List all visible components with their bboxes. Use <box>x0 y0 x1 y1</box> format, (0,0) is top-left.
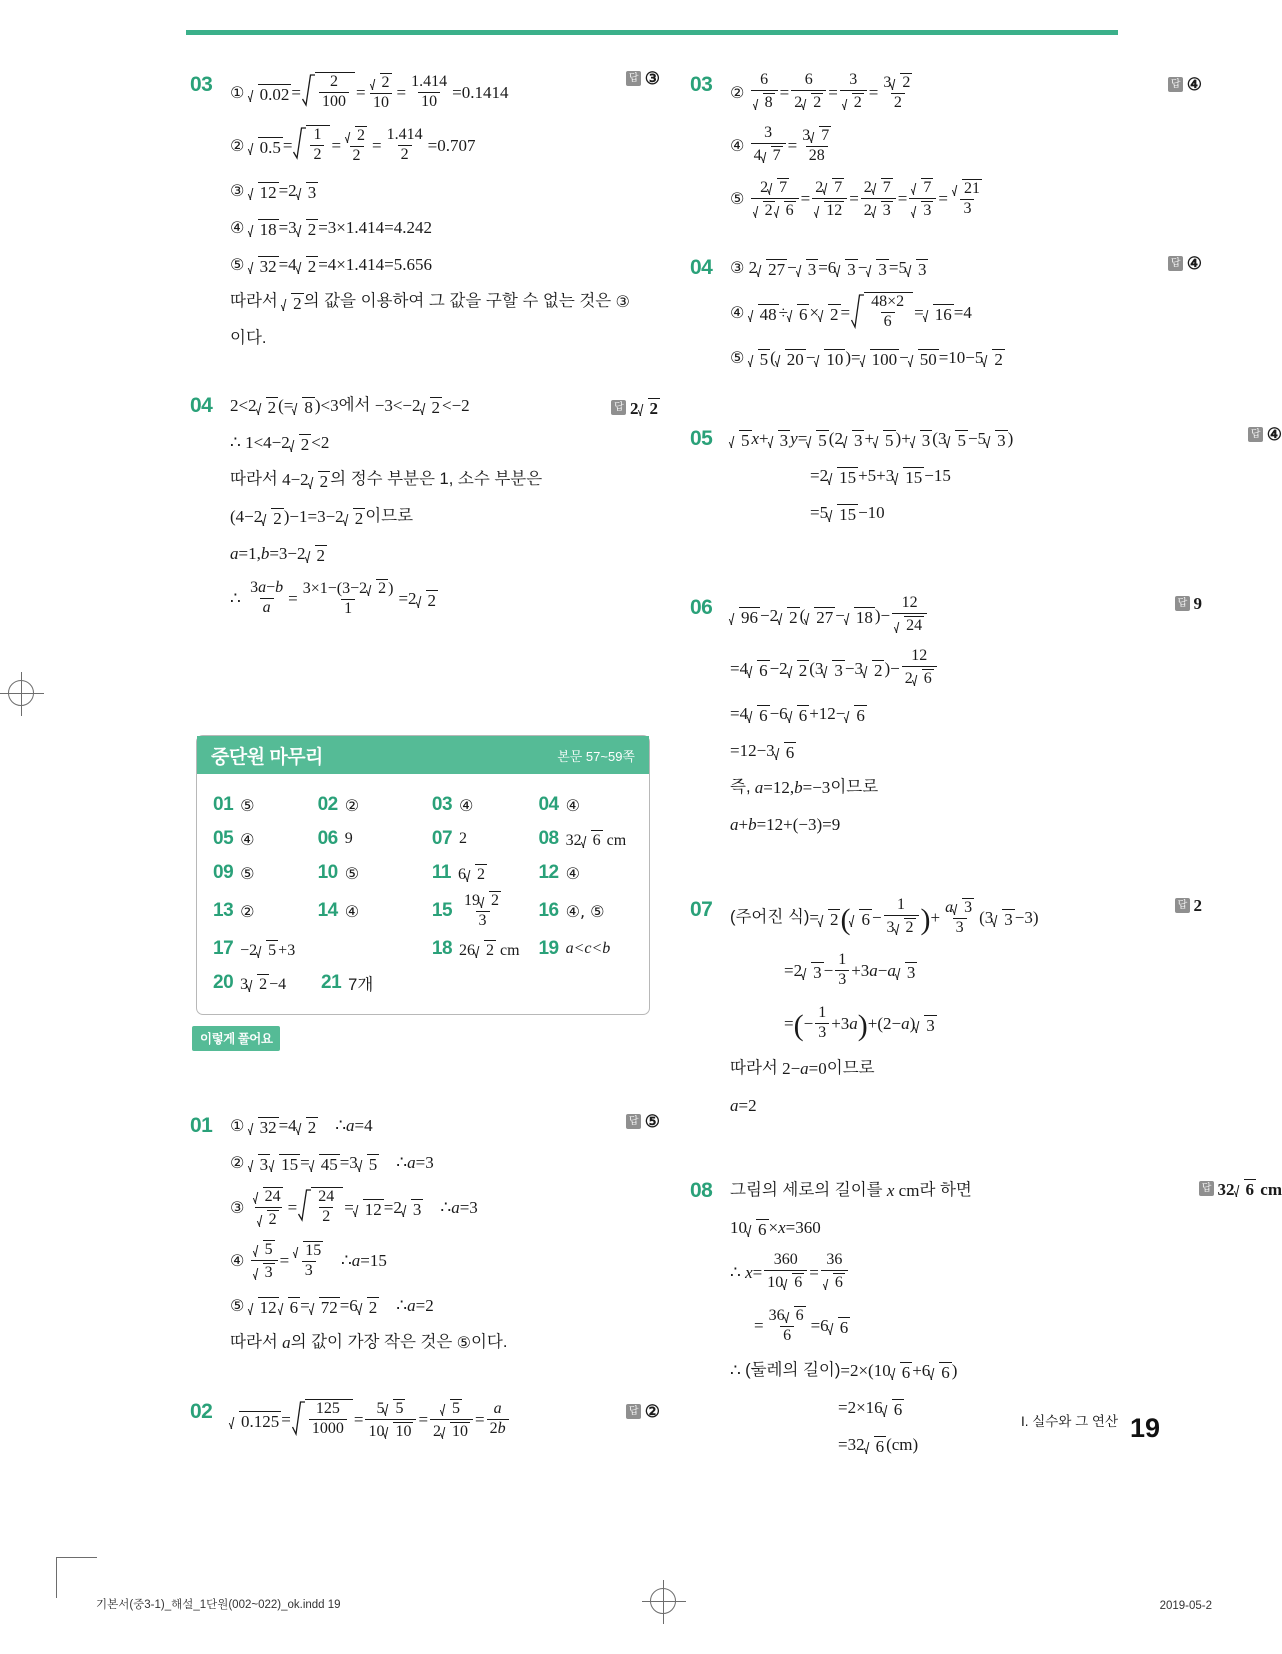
registration-mark-left <box>0 672 44 716</box>
answer-item-value: ④ <box>240 829 255 849</box>
problem-solution <box>230 70 660 361</box>
answer-row <box>213 966 645 1000</box>
answer-cell <box>432 891 539 931</box>
problem-number: 01 <box>190 1114 213 1137</box>
answer-item-value: ② <box>344 795 360 815</box>
solution-line: =12−3 6 <box>730 741 795 762</box>
answer-icon: 답 <box>1168 256 1183 271</box>
solution-line: 2<2 2 (= 8 )<3 에서 −3<−2 2 <−2 <box>230 396 470 417</box>
answer-cell <box>213 972 321 994</box>
problem-number: 06 <box>690 596 713 619</box>
answer-box-title: 중단원 마무리 <box>211 746 323 768</box>
solution-line: =32 6 (cm) 답 32 6 cm <box>838 1180 1282 1456</box>
answer-row <box>213 788 645 822</box>
solution-line: 96 −2 2 ( 27 − 18 )− $\frac{12}{24}$ <box>730 593 1160 639</box>
answer-box-reference: 본문 57~59쪽 <box>557 748 635 764</box>
problem-right-03 <box>690 70 1202 229</box>
solution-line: 따라서 2 의 값을 이용하여 그 값을 구할 수 없는 것은 ③ <box>230 291 630 313</box>
answer-item-value: $\frac{19 2}{3}$ <box>464 892 500 929</box>
problem-right-06 <box>690 593 1202 847</box>
answer-item-number: 13 <box>213 900 234 921</box>
solution-line: 따라서 a 의 값이 가장 작은 것은 ⑤ 이다. 답 ⑤ <box>230 1112 660 1353</box>
answer-value: 2 <box>1193 896 1202 915</box>
answer-item-number: 06 <box>317 828 338 849</box>
answer-marker <box>1168 255 1202 273</box>
answer-cell <box>432 938 539 960</box>
solution-line: ④ $\frac{3}{4 7}$ = $\frac{3 7}{28}$ <box>730 124 830 164</box>
problem-number: 07 <box>690 898 713 921</box>
answer-item-number: 01 <box>213 794 234 815</box>
footer-date: 2019-05-2 <box>1159 1600 1212 1612</box>
solution-line: ④ $\frac{5}{3}$ = $\frac{15}{3}$ ∴ a =15 <box>230 1240 387 1281</box>
answer-item-number: 21 <box>321 972 342 993</box>
solution-line: 0.125 = $\frac{125}{1000}$ = $\frac{5 5}{10 10}$ = $\frac{5}{2 10}$ = $\frac{a}{2b}$ 답 ② <box>230 1397 660 1443</box>
answer-marker <box>626 1113 660 1131</box>
answer-marker <box>1175 595 1203 613</box>
solution-line: ② $\frac{6}{8}$ = $\frac{6}{2 2}$ = $\frac{3}{2}$ = $\frac{3 2}{2}$ <box>730 71 911 111</box>
answer-cell <box>213 828 318 850</box>
answer-item-value: ④ <box>565 795 580 815</box>
solution-line: =4 6 −2 2 (3 3 −3 2 )− $\frac{12}{2 6}$ <box>730 646 1160 692</box>
answer-cell <box>538 938 645 960</box>
answer-value: 32 6 cm <box>1217 1180 1282 1199</box>
solution-line: ④ 18 =3 2 =3×1.414=4.242 <box>230 217 432 239</box>
answer-item-number: 07 <box>431 828 453 849</box>
answer-box-header <box>197 736 649 774</box>
problem-solution <box>730 424 1282 535</box>
answer-icon: 답 <box>1168 77 1183 92</box>
answer-marker <box>611 397 660 418</box>
answer-marker <box>626 1403 660 1421</box>
answer-marker <box>1248 426 1282 444</box>
answer-icon: 답 <box>1175 898 1190 913</box>
answer-item-number: 10 <box>317 862 338 883</box>
answer-item-value: ④ <box>344 901 360 921</box>
solution-line: 따라서 4−2 2 의 정수 부분은 1, 소수 부분은 <box>230 470 543 491</box>
answer-value: ② <box>644 1402 660 1421</box>
answer-icon: 답 <box>1248 427 1263 442</box>
problem-right-04 <box>690 253 1202 380</box>
problem-solution <box>230 1397 660 1450</box>
answer-cell <box>213 900 318 922</box>
answer-icon: 답 <box>611 400 626 415</box>
answer-item-number: 15 <box>431 900 453 921</box>
answer-cell <box>318 862 432 884</box>
solution-line: ① 32 =4 2 ∴ a =4 <box>230 1115 373 1137</box>
solution-line: =4 6 −6 6 +12− 6 <box>730 704 865 725</box>
solution-line: ① 0.02 = $\frac{2}{100}$ = $\frac{2}{10}$ = $\frac{1.414}{10}$ =0.1414 <box>230 70 660 116</box>
problem-number: 02 <box>190 1400 213 1423</box>
problem-solution <box>730 593 1202 847</box>
answer-item-value: 7개 <box>348 976 374 994</box>
answer-row <box>213 822 645 856</box>
solution-line: (주어진 식) = 2 ( 6 − $\frac{1}{3 2}$ ) + $\frac{a 3}{3}$ (3 3 −3) <box>730 896 1039 936</box>
solution-line: =2×16 6 <box>838 1398 903 1419</box>
solution-line: ③ $\frac{24}{2}$ = $\frac{24}{2}$ = 12 =2 3 ∴ a =3 <box>230 1187 478 1228</box>
problem-left-04 <box>190 391 660 629</box>
answer-item-number: 20 <box>213 972 234 993</box>
solution-line: ④ 48 ÷ 6 × 2 = $\frac{48\times 2}{6}$ = 16 =4 <box>730 290 1160 336</box>
solution-line: ⑤ $\frac{2 7}{2 6}$ = $\frac{2 7}{12}$ = $\frac{2 7}{2 3}$ = $\frac{7}{3}$ = $\frac{21}{3}$ 답 ④ <box>730 75 1202 219</box>
problem-solution <box>230 391 660 629</box>
solution-line: =2 3 − $\frac{1}{3}$ +3 a − a 3 <box>784 950 916 988</box>
answer-cell <box>432 862 539 884</box>
answer-item-value: ④ <box>459 795 474 815</box>
answer-value: ④ <box>1186 75 1202 94</box>
answer-cell <box>321 971 439 995</box>
answer-item-value: ④ <box>565 863 580 883</box>
answer-marker <box>1168 76 1202 94</box>
solution-line: =5 15 −10 답 ④ <box>810 425 1282 524</box>
answer-value: 9 <box>1193 594 1202 613</box>
answer-marker <box>1175 897 1203 915</box>
answer-item-number: 12 <box>538 862 559 883</box>
solution-line: ⑤ 32 =4 2 =4×1.414=5.656 <box>230 254 432 276</box>
solution-line: ∴ x = $\frac{360}{10 6}$ = $\frac{36}{6}$ <box>730 1250 1160 1296</box>
problem-solution <box>730 70 1202 229</box>
problem-number: 03 <box>190 73 213 96</box>
problem-solution <box>730 253 1202 380</box>
answer-item-number: 19 <box>538 938 559 959</box>
answer-item-number: 09 <box>213 862 234 883</box>
answer-icon: 답 <box>626 1404 641 1419</box>
answer-marker <box>1199 1178 1282 1199</box>
answer-icon: 답 <box>626 71 641 86</box>
answer-value: ④ <box>1186 254 1202 273</box>
answer-item-value: ⑤ <box>344 863 360 883</box>
answer-item-number: 18 <box>431 938 453 959</box>
answer-value: ⑤ <box>644 1112 660 1131</box>
answer-cell <box>538 794 645 816</box>
answer-item-value: ⑤ <box>240 863 255 883</box>
problem-solution <box>730 895 1202 1128</box>
problem-right-07 <box>690 895 1202 1128</box>
page-number: 19 <box>1129 1413 1160 1443</box>
answer-item-number: 05 <box>213 828 234 849</box>
right-column <box>690 70 1282 1473</box>
solution-line: ⑤ 5 ( 20 − 10 )= 100 − 50 =10−5 2 답 ④ <box>730 254 1202 369</box>
solution-line: = ( − $\frac{1}{3}$ +3 a ) +(2− a ) 3 <box>784 1003 935 1042</box>
answer-row <box>213 890 645 932</box>
answer-cell <box>318 900 432 922</box>
answer-item-number: 04 <box>538 794 559 815</box>
chapter-summary-answer-box <box>196 735 650 1015</box>
problem-left-01 <box>190 1111 660 1365</box>
solve-hint-tag: 이렇게 풀어요 <box>192 1026 280 1051</box>
answer-item-value: 3 2 −4 <box>240 973 286 994</box>
solution-line: 즉, a =12, b =−3 이므로 <box>730 778 879 798</box>
answer-item-number: 08 <box>538 828 559 849</box>
problem-left-03 <box>190 70 660 361</box>
answer-marker <box>626 70 660 88</box>
answer-icon: 답 <box>1175 596 1190 611</box>
answer-icon: 답 <box>626 1114 641 1129</box>
solution-line: 그림의 세로의 길이를 x cm 라 하면 <box>730 1181 972 1201</box>
header-rule <box>186 30 1118 35</box>
solution-line: ⑤ 12 6 = 72 =6 2 ∴ a =2 <box>230 1295 434 1317</box>
solution-line: a =2 답 2 <box>730 896 1202 1116</box>
answer-item-value: 26 2 cm <box>459 939 520 960</box>
problem-solution <box>230 1111 660 1365</box>
answer-item-number: 16 <box>538 900 559 921</box>
answer-item-value: ② <box>240 901 255 921</box>
solution-line: 10 6 × x =360 <box>730 1218 821 1239</box>
answer-cell <box>318 828 432 850</box>
solution-line: ∴ $\frac{3a-b}{a}$ = $\frac{3\times 1-(3-2 2 )}{1}$ =2 2 답 2 2 <box>230 399 658 617</box>
answer-cell <box>318 794 432 816</box>
answer-item-value: −2 5 +3 <box>240 939 295 960</box>
answer-item-value: ⑤ <box>240 795 255 815</box>
answer-cell <box>432 828 539 850</box>
solution-line: =2 15 +5+3 15 −15 <box>810 466 951 487</box>
solution-line: 이다. 답 ③ <box>230 69 660 348</box>
solution-line: ③ 12 =2 3 <box>230 180 317 202</box>
solution-line: ② 0.5 = $\frac{1}{2}$ = $\frac{2}{2}$ = $\frac{1.414}{2}$ =0.707 <box>230 123 660 169</box>
answer-item-value: ④, ⑤ <box>565 901 605 921</box>
answer-cell <box>213 794 318 816</box>
solution-line: a + b =12+(−3)=9 답 9 <box>730 594 1202 835</box>
answer-cell <box>213 862 318 884</box>
answer-item-value: a<c<b <box>565 940 611 957</box>
answer-cell <box>538 862 645 884</box>
registration-mark-bottom <box>642 1580 686 1624</box>
footer-filename: 기본서(중3-1)_해설_1단원(002~022)_ok.indd 19 <box>96 1599 341 1611</box>
problem-number: 08 <box>690 1179 713 1202</box>
answer-cell <box>213 938 432 960</box>
crop-mark-bottom-left <box>56 1557 97 1598</box>
answer-row <box>213 856 645 890</box>
solution-line: = $\frac{36 6}{6}$ =6 6 <box>754 1307 849 1344</box>
answer-item-value: 9 <box>344 830 353 847</box>
answer-row <box>213 932 645 966</box>
answer-item-number: 11 <box>431 862 451 883</box>
solution-line: ② 3 15 = 45 =3 5 ∴ a =3 <box>230 1152 434 1174</box>
solution-line: 따라서 2− a =0 이므로 <box>730 1059 875 1079</box>
solution-line: ∴ (둘레의 길이) =2×(10 6 +6 6 ) <box>730 1361 958 1382</box>
answer-item-number: 02 <box>317 794 338 815</box>
answer-value: ④ <box>1266 425 1282 444</box>
answer-item-value: 6 2 <box>458 863 487 884</box>
answer-item-number: 14 <box>317 900 338 921</box>
answer-box-body <box>197 774 649 1014</box>
problem-number: 05 <box>690 427 713 450</box>
answer-item-number: 17 <box>213 938 234 959</box>
answer-value: ③ <box>644 69 660 88</box>
answer-value: 2 2 <box>630 399 658 418</box>
answer-item-value: 32 6 cm <box>566 829 627 850</box>
solution-line: a =1, b =3−2 2 <box>230 544 326 565</box>
answer-item-number: 03 <box>431 794 453 815</box>
solution-line: 5 x + 3 y = 5 (2 3 + 5 )+ 3 (3 5 −5 3 ) <box>730 424 1160 454</box>
problem-number: 04 <box>190 394 213 417</box>
answer-cell <box>538 828 645 850</box>
answer-cell <box>432 794 539 816</box>
problem-right-05 <box>690 424 1282 535</box>
solution-line: ∴ 1<4−2 2 <2 <box>230 433 330 454</box>
problem-left-02 <box>190 1397 660 1450</box>
answer-item-value: 2 <box>459 830 468 847</box>
solution-line: (4−2 2 )−1=3−2 2 이므로 <box>230 507 414 528</box>
chapter-label: I. 실수와 그 연산 <box>1021 1414 1118 1429</box>
problem-number: 04 <box>690 256 713 279</box>
solution-line: ③ 2 27 − 3 =6 3 − 3 =5 3 <box>730 257 927 279</box>
problem-number: 03 <box>690 73 713 96</box>
answer-icon: 답 <box>1199 1181 1214 1196</box>
answer-cell <box>538 900 645 922</box>
